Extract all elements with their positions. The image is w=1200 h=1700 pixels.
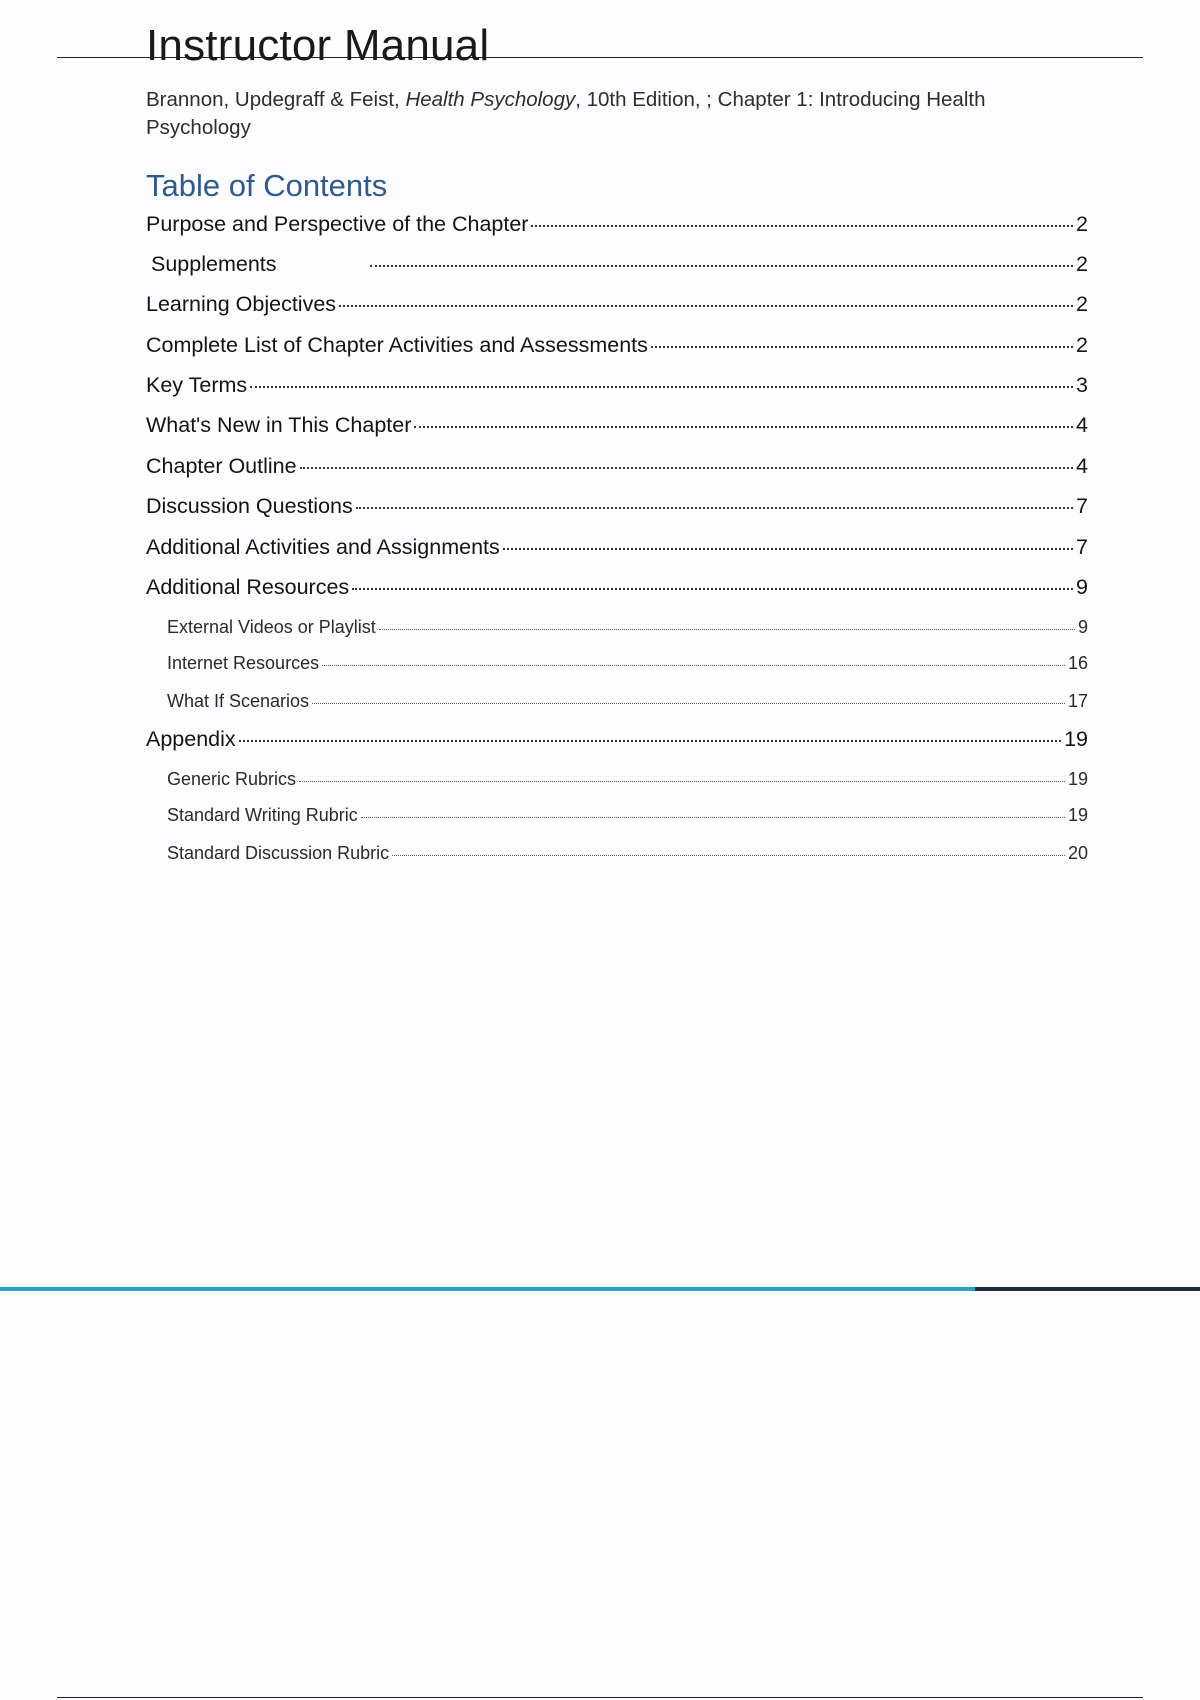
toc-entry-label: Purpose and Perspective of the Chapter [146, 212, 529, 236]
toc-entry-label: External Videos or Playlist [167, 617, 376, 637]
toc-entry[interactable] [146, 535, 1088, 560]
toc-entry-label: Internet Resources [167, 653, 320, 673]
toc-dot-leader [531, 225, 1073, 227]
toc-dot-leader [250, 386, 1073, 388]
toc-entry-label: Additional Resources [146, 575, 350, 599]
toc-subentry[interactable] [167, 691, 1088, 712]
toc-entry[interactable] [146, 575, 1088, 600]
toc-dot-leader [300, 467, 1073, 469]
toc-dot-leader [239, 740, 1061, 742]
toc-subentry[interactable] [167, 805, 1088, 826]
toc-entry-label: Additional Activities and Assignments [146, 535, 500, 559]
toc-entry-label: What If Scenarios [167, 691, 310, 711]
toc-entry-label: Supplements [151, 252, 277, 276]
toc-entry[interactable] [146, 292, 1088, 317]
toc-dot-leader [356, 507, 1073, 509]
toc-entry-page: 9 [1076, 575, 1088, 599]
toc-entry[interactable] [146, 212, 1088, 237]
toc-dot-leader [352, 588, 1073, 590]
toc-dot-leader [361, 817, 1065, 818]
toc-entry[interactable] [146, 454, 1088, 479]
toc-entry-label: Appendix [146, 727, 236, 751]
toc-dot-leader [322, 665, 1065, 666]
toc-entry-page: 2 [1076, 292, 1088, 316]
toc-entry-page: 2 [1076, 333, 1088, 357]
subtitle-book-title: Health Psychology [405, 88, 576, 111]
toc-entry-page: 4 [1076, 454, 1088, 478]
page-divider-dark [975, 1287, 1200, 1291]
toc-entry-page: 2 [1076, 212, 1088, 236]
toc-entry-page: 3 [1076, 373, 1088, 397]
toc-entry-label: What's New in This Chapter [146, 413, 412, 437]
toc-dot-leader [379, 629, 1075, 630]
toc-entry-page: 19 [1067, 805, 1088, 825]
toc-entry-page: 16 [1067, 653, 1088, 673]
toc-dot-leader [370, 265, 1074, 267]
toc-entry-page: 19 [1067, 769, 1088, 789]
toc-subentry[interactable] [167, 769, 1088, 790]
document-subtitle [146, 86, 1066, 142]
toc-dot-leader [503, 548, 1073, 550]
toc-entry-label: Standard Discussion Rubric [167, 843, 390, 863]
toc-entry-label: Discussion Questions [146, 494, 353, 518]
page-divider-accent [0, 1287, 975, 1291]
toc-entry[interactable] [146, 413, 1088, 438]
toc-entry-page: 7 [1076, 535, 1088, 559]
toc-dot-leader [392, 855, 1065, 856]
toc-entry[interactable] [146, 494, 1088, 519]
toc-entry-label: Learning Objectives [146, 292, 337, 316]
toc-entry-label: Standard Writing Rubric [167, 805, 358, 825]
toc-entry[interactable] [151, 252, 1088, 277]
toc-entry[interactable] [146, 727, 1088, 752]
footer-rule [57, 1697, 1143, 1698]
toc-heading: Table of Contents [146, 168, 388, 203]
toc-entry-page: 9 [1077, 617, 1088, 637]
subtitle-authors: Brannon, Updegraff & Feist, [146, 88, 406, 111]
toc-dot-leader [339, 305, 1073, 307]
toc-subentry[interactable] [167, 617, 1088, 638]
toc-dot-leader [414, 426, 1073, 428]
toc-entry-label: Generic Rubrics [167, 769, 297, 789]
toc-entry-page: 7 [1076, 494, 1088, 518]
toc-entry-label: Complete List of Chapter Activities and Assessments [146, 333, 648, 357]
toc-dot-leader [312, 703, 1065, 704]
toc-entry-page: 19 [1064, 727, 1088, 751]
toc-subentry[interactable] [167, 653, 1088, 674]
document-title: Instructor Manual [146, 21, 490, 70]
toc-entry-label: Chapter Outline [146, 454, 297, 478]
subtitle-chapter: , 10th Edition, ; Chapter 1: Introducing Health Psychology [146, 88, 986, 139]
toc-entry-page: 17 [1067, 691, 1088, 711]
toc-entry[interactable] [146, 373, 1088, 398]
toc-entry-label: Key Terms [146, 373, 248, 397]
toc-dot-leader [299, 781, 1065, 782]
toc-entry[interactable] [146, 333, 1088, 358]
toc-entry-page: 20 [1067, 843, 1088, 863]
toc-entry-page: 2 [1076, 252, 1088, 276]
toc-dot-leader [651, 346, 1073, 348]
toc-subentry[interactable] [167, 843, 1088, 864]
toc-entry-page: 4 [1076, 413, 1088, 437]
